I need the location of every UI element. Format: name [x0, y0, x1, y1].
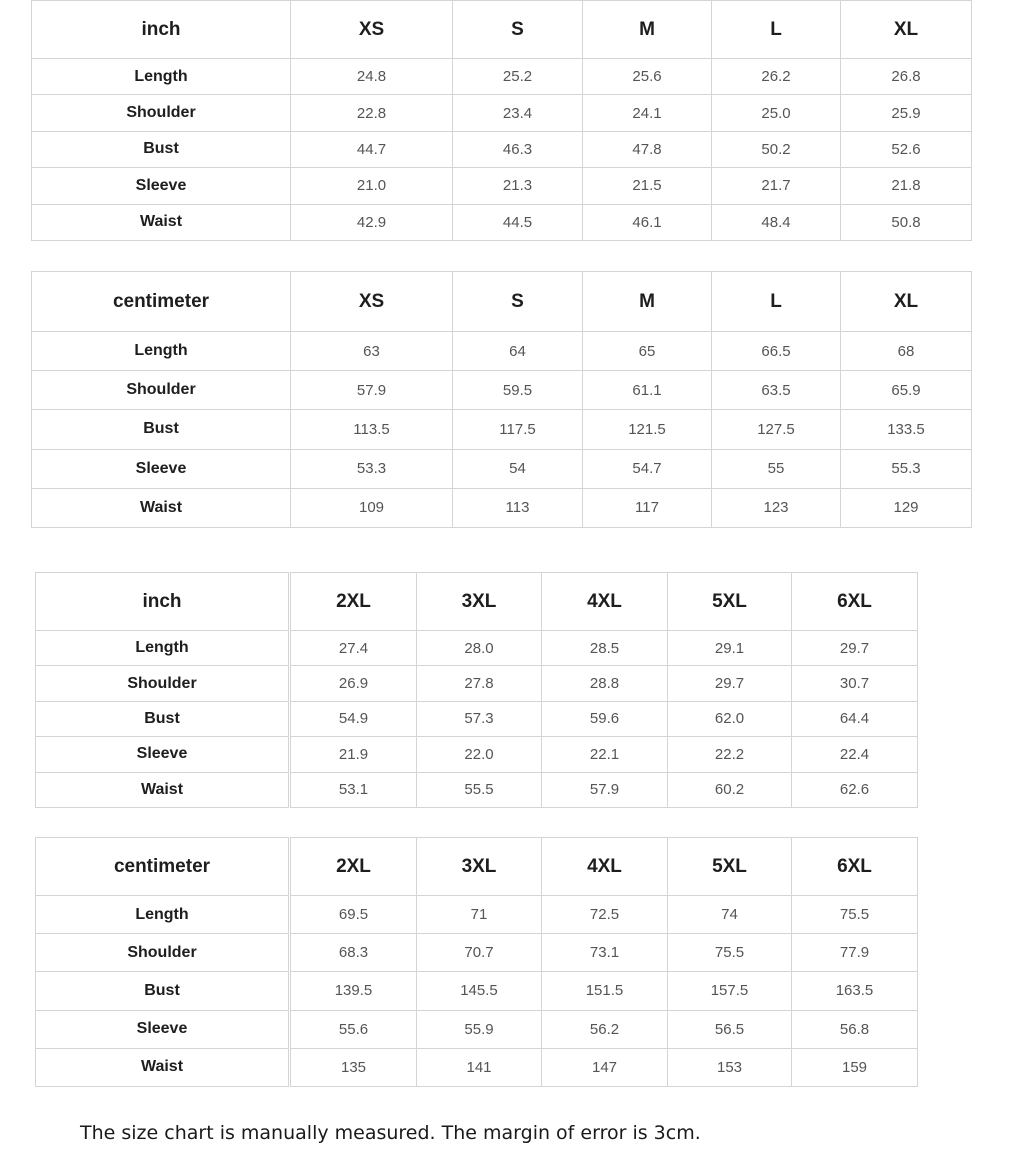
size-table-cm-xs-xl: [31, 271, 972, 528]
table-cell: 147: [542, 1048, 668, 1086]
table-cell: 59.6: [542, 701, 668, 736]
table-cell: 55.6: [290, 1010, 417, 1048]
table-cell: 72.5: [542, 896, 668, 934]
table-cell: 46.3: [453, 131, 583, 167]
footnote: The size chart is manually measured. The margin of error is 3cm.: [80, 1122, 701, 1144]
table-cell: 28.8: [542, 666, 668, 701]
table-row: [32, 95, 972, 131]
table-row: [32, 168, 972, 204]
table-cell: 59.5: [453, 371, 583, 410]
table-cell: 55: [712, 449, 841, 488]
table-cell: 68: [841, 332, 972, 371]
table-cell: 22.1: [542, 737, 668, 772]
table-cell: 159: [792, 1048, 918, 1086]
row-label: Length: [32, 59, 291, 95]
table-cell: 64.4: [792, 701, 918, 736]
table-cell: 63.5: [712, 371, 841, 410]
row-label: Bust: [36, 701, 290, 736]
row-label: Length: [32, 332, 291, 371]
size-header: 6XL: [792, 573, 918, 631]
table-row: [32, 371, 972, 410]
table-cell: 56.5: [668, 1010, 792, 1048]
row-label: Bust: [32, 410, 291, 449]
row-label: Shoulder: [32, 95, 291, 131]
table-cell: 42.9: [291, 204, 453, 240]
table-cell: 117.5: [453, 410, 583, 449]
table-header-row: [36, 838, 918, 896]
table-row: [36, 631, 918, 666]
table-cell: 73.1: [542, 934, 668, 972]
table-cell: 129: [841, 488, 972, 527]
table-cell: 75.5: [668, 934, 792, 972]
table-cell: 25.0: [712, 95, 841, 131]
row-label: Shoulder: [32, 371, 291, 410]
size-header: 6XL: [792, 838, 918, 896]
table-cell: 48.4: [712, 204, 841, 240]
table-cell: 68.3: [290, 934, 417, 972]
table-cell: 26.2: [712, 59, 841, 95]
table-cell: 139.5: [290, 972, 417, 1010]
table-cell: 28.5: [542, 631, 668, 666]
table-cell: 47.8: [583, 131, 712, 167]
table-cell: 133.5: [841, 410, 972, 449]
table-header-row: [32, 272, 972, 332]
row-label: Sleeve: [32, 449, 291, 488]
size-table-inch-2xl-6xl: [35, 572, 918, 808]
table-cell: 157.5: [668, 972, 792, 1010]
size-header: 3XL: [417, 838, 542, 896]
table-cell: 123: [712, 488, 841, 527]
table-cell: 50.2: [712, 131, 841, 167]
table-cell: 65.9: [841, 371, 972, 410]
row-label: Sleeve: [36, 737, 290, 772]
table-cell: 121.5: [583, 410, 712, 449]
table-cell: 23.4: [453, 95, 583, 131]
size-header: L: [712, 1, 841, 59]
table-cell: 62.0: [668, 701, 792, 736]
table-row: [36, 934, 918, 972]
table-cell: 60.2: [668, 772, 792, 807]
table-cell: 70.7: [417, 934, 542, 972]
table-cell: 22.8: [291, 95, 453, 131]
size-header: 5XL: [668, 573, 792, 631]
table-cell: 30.7: [792, 666, 918, 701]
table-row: [32, 59, 972, 95]
unit-header: inch: [36, 573, 290, 631]
table-cell: 21.7: [712, 168, 841, 204]
row-label: Sleeve: [32, 168, 291, 204]
row-label: Bust: [36, 972, 290, 1010]
table-cell: 141: [417, 1048, 542, 1086]
table-header-row: [32, 1, 972, 59]
size-header: S: [453, 1, 583, 59]
table-cell: 54.7: [583, 449, 712, 488]
table-row: [36, 666, 918, 701]
table-cell: 44.5: [453, 204, 583, 240]
size-header: 2XL: [290, 838, 417, 896]
table-row: [32, 131, 972, 167]
table-cell: 22.0: [417, 737, 542, 772]
table-cell: 74: [668, 896, 792, 934]
table-cell: 28.0: [417, 631, 542, 666]
size-header: XL: [841, 1, 972, 59]
table-header-row: [36, 573, 918, 631]
table-cell: 69.5: [290, 896, 417, 934]
row-label: Length: [36, 896, 290, 934]
table-row: [36, 972, 918, 1010]
table-cell: 63: [291, 332, 453, 371]
table-cell: 65: [583, 332, 712, 371]
size-header: 4XL: [542, 838, 668, 896]
table-cell: 127.5: [712, 410, 841, 449]
table-cell: 62.6: [792, 772, 918, 807]
table-cell: 21.8: [841, 168, 972, 204]
table-cell: 54.9: [290, 701, 417, 736]
table-cell: 24.1: [583, 95, 712, 131]
unit-header: centimeter: [36, 838, 290, 896]
table-cell: 27.8: [417, 666, 542, 701]
table-row: [36, 896, 918, 934]
table-cell: 55.9: [417, 1010, 542, 1048]
table-cell: 57.9: [291, 371, 453, 410]
table-cell: 26.9: [290, 666, 417, 701]
table-cell: 50.8: [841, 204, 972, 240]
size-header: XL: [841, 272, 972, 332]
table-cell: 109: [291, 488, 453, 527]
table-row: [36, 1010, 918, 1048]
table-cell: 57.3: [417, 701, 542, 736]
table-cell: 29.1: [668, 631, 792, 666]
table-cell: 135: [290, 1048, 417, 1086]
table-row: [32, 410, 972, 449]
table-cell: 25.6: [583, 59, 712, 95]
table-cell: 29.7: [792, 631, 918, 666]
table-row: [32, 449, 972, 488]
row-label: Bust: [32, 131, 291, 167]
table-row: [32, 488, 972, 527]
unit-header: centimeter: [32, 272, 291, 332]
table-cell: 61.1: [583, 371, 712, 410]
table-cell: 25.2: [453, 59, 583, 95]
table-cell: 21.0: [291, 168, 453, 204]
row-label: Waist: [36, 1048, 290, 1086]
size-header: XS: [291, 1, 453, 59]
size-header: M: [583, 1, 712, 59]
table-cell: 77.9: [792, 934, 918, 972]
table-cell: 145.5: [417, 972, 542, 1010]
table-cell: 75.5: [792, 896, 918, 934]
table-cell: 113: [453, 488, 583, 527]
table-cell: 29.7: [668, 666, 792, 701]
unit-header: inch: [32, 1, 291, 59]
table-cell: 55.3: [841, 449, 972, 488]
table-cell: 64: [453, 332, 583, 371]
table-cell: 21.3: [453, 168, 583, 204]
table-cell: 57.9: [542, 772, 668, 807]
table-cell: 66.5: [712, 332, 841, 371]
table-row: [32, 332, 972, 371]
row-label: Length: [36, 631, 290, 666]
row-label: Shoulder: [36, 934, 290, 972]
table-row: [32, 204, 972, 240]
table-cell: 53.3: [291, 449, 453, 488]
table-cell: 55.5: [417, 772, 542, 807]
table-cell: 113.5: [291, 410, 453, 449]
size-header: M: [583, 272, 712, 332]
size-table-inch-xs-xl: [31, 0, 972, 241]
table-row: [36, 1048, 918, 1086]
table-cell: 27.4: [290, 631, 417, 666]
size-table-cm-2xl-6xl: [35, 837, 918, 1087]
table-cell: 52.6: [841, 131, 972, 167]
table-cell: 163.5: [792, 972, 918, 1010]
size-header: L: [712, 272, 841, 332]
table-cell: 21.9: [290, 737, 417, 772]
table-row: [36, 737, 918, 772]
table-cell: 54: [453, 449, 583, 488]
table-cell: 153: [668, 1048, 792, 1086]
table-cell: 71: [417, 896, 542, 934]
table-cell: 22.2: [668, 737, 792, 772]
table-cell: 26.8: [841, 59, 972, 95]
size-header: 3XL: [417, 573, 542, 631]
size-header: S: [453, 272, 583, 332]
row-label: Shoulder: [36, 666, 290, 701]
table-cell: 56.8: [792, 1010, 918, 1048]
row-label: Waist: [32, 204, 291, 240]
table-cell: 46.1: [583, 204, 712, 240]
row-label: Waist: [32, 488, 291, 527]
table-cell: 21.5: [583, 168, 712, 204]
size-header: 4XL: [542, 573, 668, 631]
table-cell: 117: [583, 488, 712, 527]
row-label: Sleeve: [36, 1010, 290, 1048]
table-cell: 53.1: [290, 772, 417, 807]
row-label: Waist: [36, 772, 290, 807]
size-header: XS: [291, 272, 453, 332]
table-cell: 24.8: [291, 59, 453, 95]
table-cell: 22.4: [792, 737, 918, 772]
table-cell: 151.5: [542, 972, 668, 1010]
table-cell: 56.2: [542, 1010, 668, 1048]
table-row: [36, 701, 918, 736]
table-row: [36, 772, 918, 807]
table-cell: 25.9: [841, 95, 972, 131]
table-cell: 44.7: [291, 131, 453, 167]
size-header: 5XL: [668, 838, 792, 896]
size-header: 2XL: [290, 573, 417, 631]
